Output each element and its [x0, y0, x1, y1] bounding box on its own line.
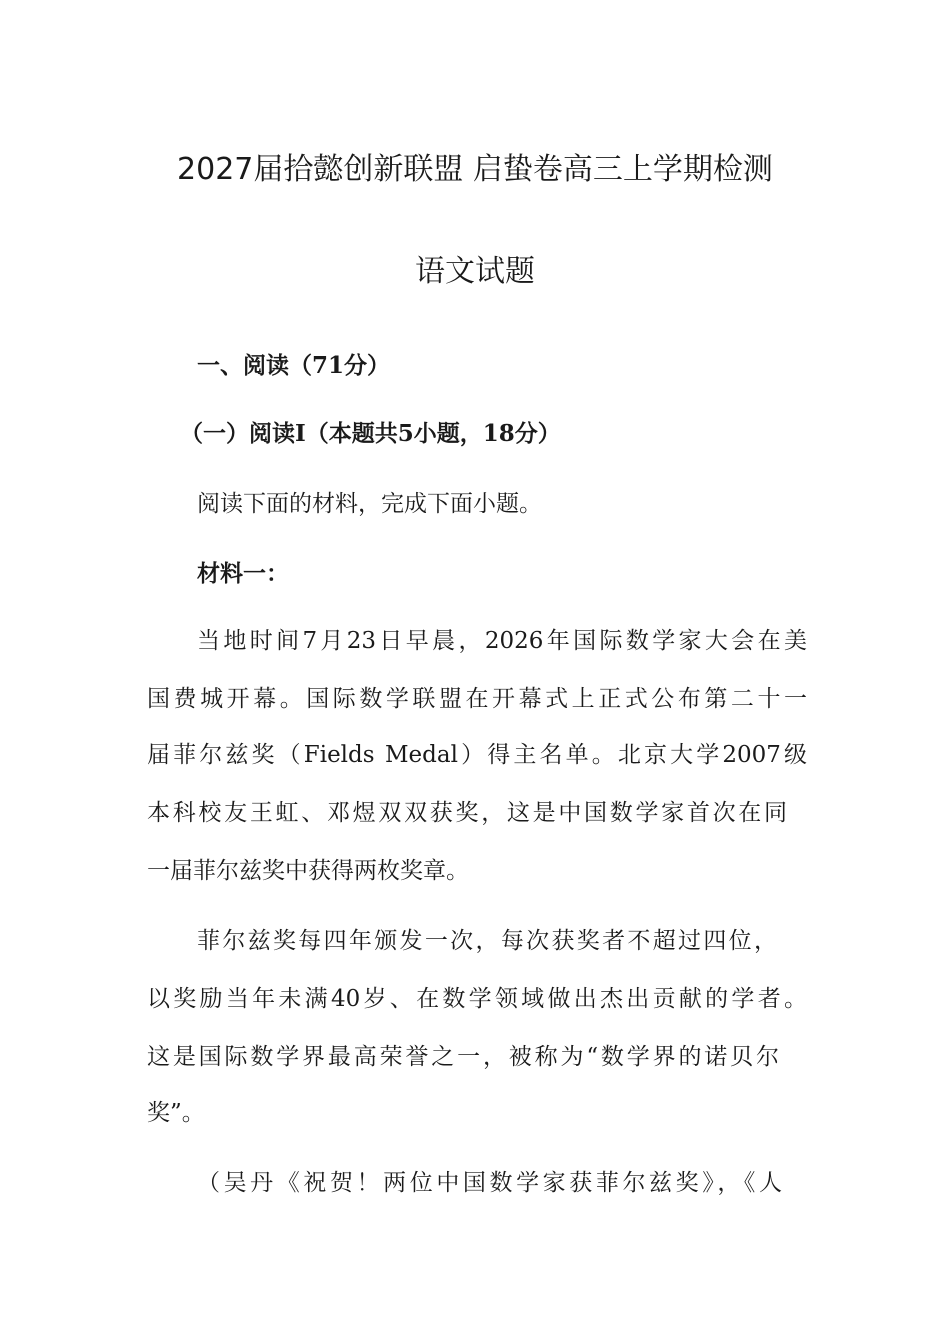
paragraph2-line: 以奖励当年未满40岁、在数学领域做出杰出贡献的学者。 — [147, 986, 807, 1012]
paragraph2-line: 奖”。 — [147, 1100, 205, 1126]
paragraph1-line: 一届菲尔兹奖中获得两枚奖章。 — [147, 858, 469, 884]
paragraph2-line: 菲尔兹奖每四年颁发一次，每次获奖者不超过四位， — [197, 928, 777, 954]
section-heading: 一、阅读（71分） — [197, 352, 391, 379]
paragraph1-line: 当地时间7月23日早晨，2026年国际数学家大会在美 — [197, 628, 807, 654]
paragraph2-line: 这是国际数学界最高荣誉之一，被称为“数学界的诺贝尔 — [147, 1044, 779, 1070]
material-label: 材料一： — [197, 560, 289, 587]
citation-line: （吴丹《祝贺！两位中国数学家获菲尔兹奖》，《人 — [197, 1170, 782, 1196]
document-subtitle: 语文试题 — [415, 254, 535, 289]
instruction-text: 阅读下面的材料，完成下面小题。 — [197, 491, 542, 517]
subsection-heading: （一）阅读Ⅰ（本题共5小题，18分） — [180, 420, 561, 447]
paragraph1-line: 本科校友王虹、邓煜双双获奖，这是中国数学家首次在同 — [147, 800, 787, 826]
paragraph1-line: 届菲尔兹奖（Fields Medal）得主名单。北京大学2007级 — [147, 742, 807, 768]
document-title: 2027届拾懿创新联盟 启蛰卷高三上学期检测 — [177, 152, 773, 187]
paragraph1-line: 国费城开幕。国际数学联盟在开幕式上正式公布第二十一 — [147, 686, 807, 712]
